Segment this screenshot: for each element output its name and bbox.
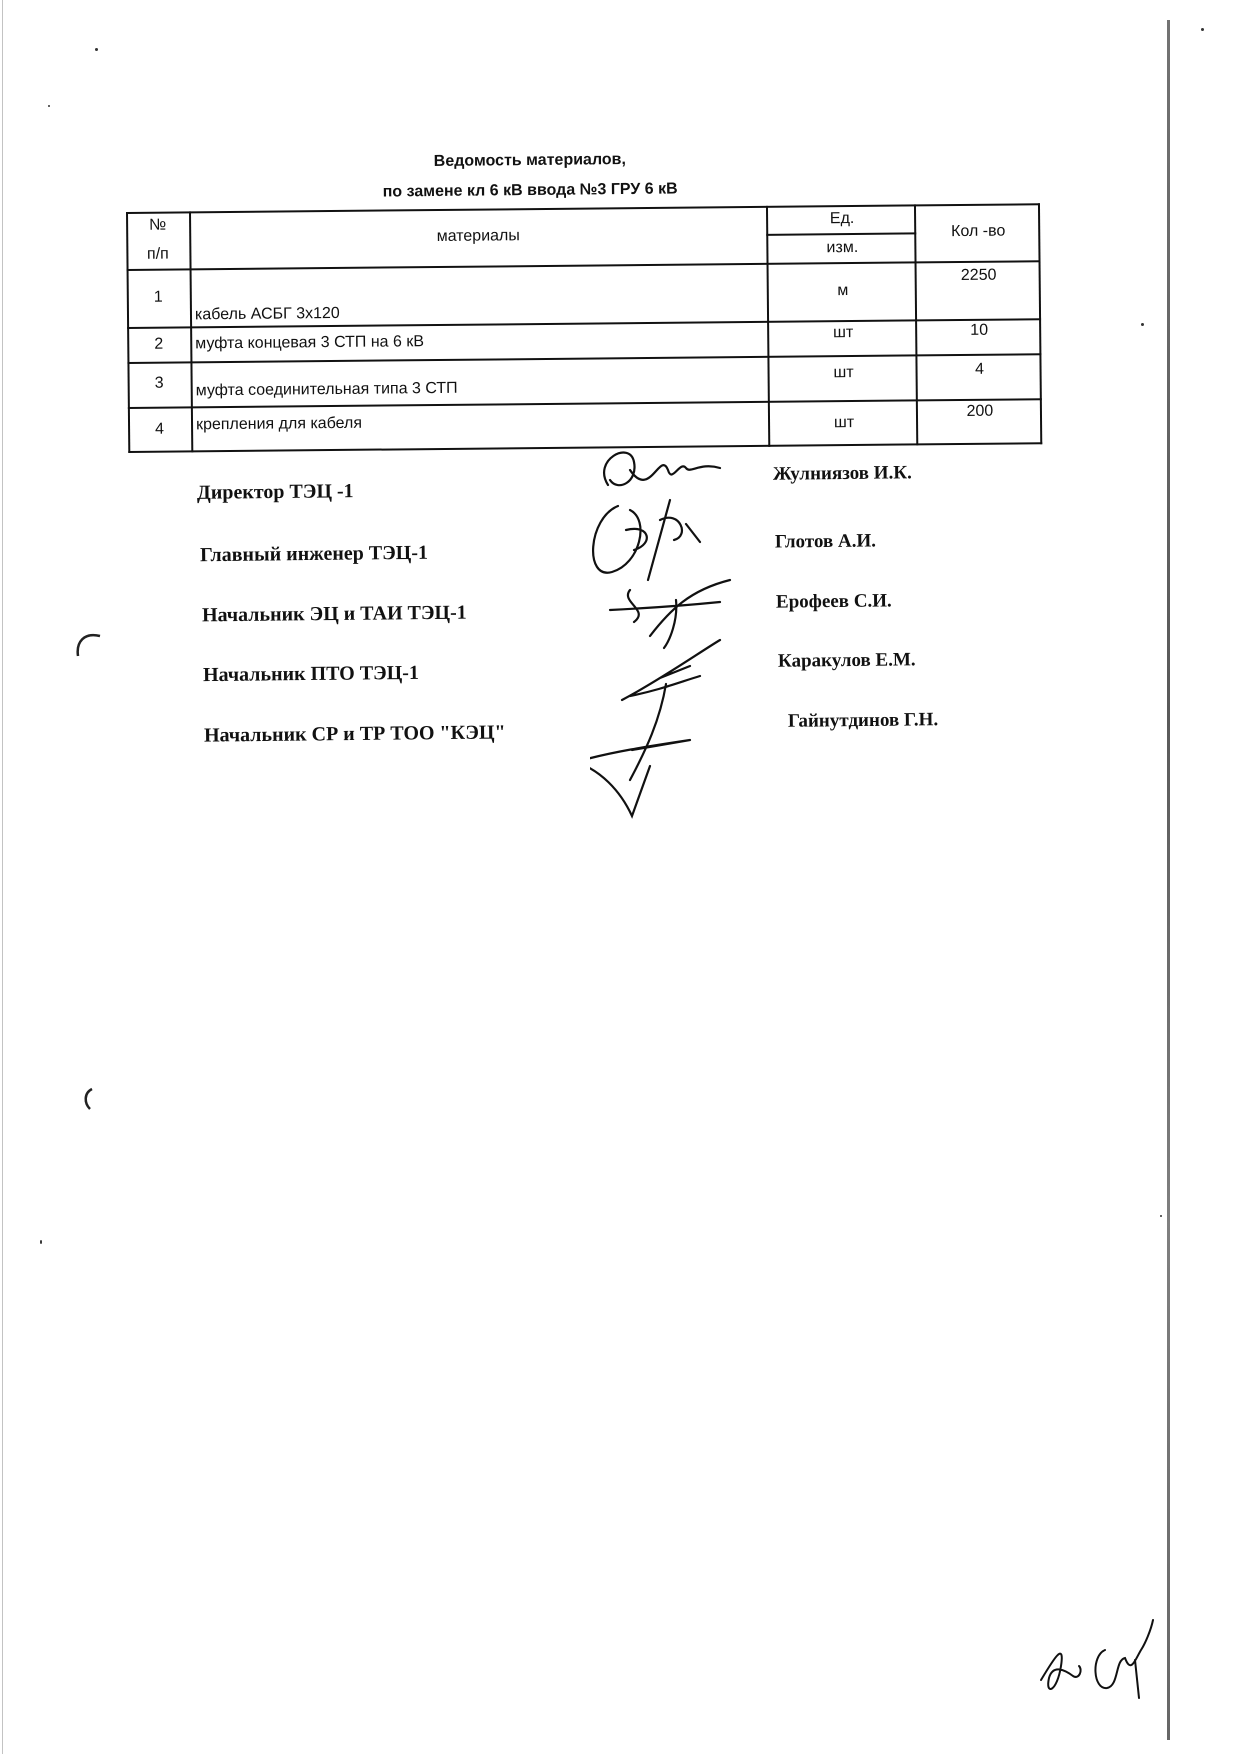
row-1-qty: 2250: [960, 266, 997, 284]
approver-5-name: Гайнутдинов Г.Н.: [787, 709, 939, 732]
scan-speck: [95, 48, 98, 51]
row-3-num: 3: [154, 374, 164, 392]
scan-speck: [1160, 1215, 1162, 1217]
header-materials: материалы: [436, 227, 520, 246]
row-2-qty: 10: [970, 321, 989, 339]
title-line-2: по замене кл 6 кВ ввода №3 ГРУ 6 кВ: [382, 180, 678, 201]
row-4-qty: 200: [966, 402, 994, 420]
scan-mark-left: [70, 630, 110, 670]
row-4-name: крепления для кабеля: [195, 414, 363, 434]
row-3-name: муфта соединительная типа 3 СТП: [195, 379, 458, 400]
scan-speck: [1141, 323, 1144, 326]
row-2-num: 2: [154, 335, 164, 353]
scan-edge-left: [2, 0, 3, 1754]
scan-speck: [1201, 28, 1204, 31]
table-border: [766, 232, 916, 235]
approver-2-name: Глотов А.И.: [774, 530, 877, 553]
table-border: [127, 260, 1041, 271]
signature-5: [590, 684, 690, 816]
initials-mark: [1035, 1600, 1165, 1710]
approver-5-position: Начальник СР и ТР ТОО "КЭЦ": [203, 721, 506, 747]
approver-3-position: Начальник ЭЦ и ТАИ ТЭЦ-1: [201, 601, 467, 627]
signature-3: [610, 580, 730, 648]
approver-3-name: Ерофеев С.И.: [775, 590, 892, 613]
scan-speck: [40, 1240, 42, 1244]
header-qty: Кол -во: [951, 222, 1006, 241]
row-2-unit: шт: [833, 324, 854, 342]
row-4-num: 4: [155, 420, 165, 438]
signatures: [590, 440, 790, 830]
materials-table: [126, 203, 1042, 453]
table-border: [128, 442, 1042, 453]
approver-4-position: Начальник ПТО ТЭЦ-1: [202, 661, 419, 687]
row-1-unit: м: [837, 282, 849, 300]
row-3-unit: шт: [833, 364, 854, 382]
row-3-qty: 4: [975, 360, 985, 378]
approver-2-position: Главный инженер ТЭЦ-1: [199, 541, 429, 567]
document-title: [300, 144, 761, 209]
scan-edge-right: [1167, 20, 1170, 1740]
header-num-sub: п/п: [146, 245, 169, 263]
scan-mark-left: [80, 1085, 100, 1115]
title-line-1: Ведомость материалов,: [433, 150, 626, 171]
signature-2: [593, 500, 700, 580]
signature-4: [622, 640, 720, 700]
row-1-num: 1: [153, 288, 163, 306]
header-unit-sub: изм.: [826, 238, 859, 257]
row-4-unit: шт: [833, 414, 855, 432]
approver-4-name: Каракулов Е.М.: [777, 649, 916, 672]
header-num: №: [148, 216, 167, 234]
row-2-name: муфта концевая 3 СТП на 6 кВ: [195, 333, 425, 353]
row-1-name: кабель АСБГ 3х120: [194, 304, 340, 324]
approver-1-name: Жулниязов И.К.: [772, 462, 912, 485]
scan-speck: [48, 105, 50, 107]
signature-1: [604, 453, 720, 486]
approver-1-position: Директор ТЭЦ -1: [196, 480, 354, 504]
header-unit: Ед.: [829, 210, 855, 228]
